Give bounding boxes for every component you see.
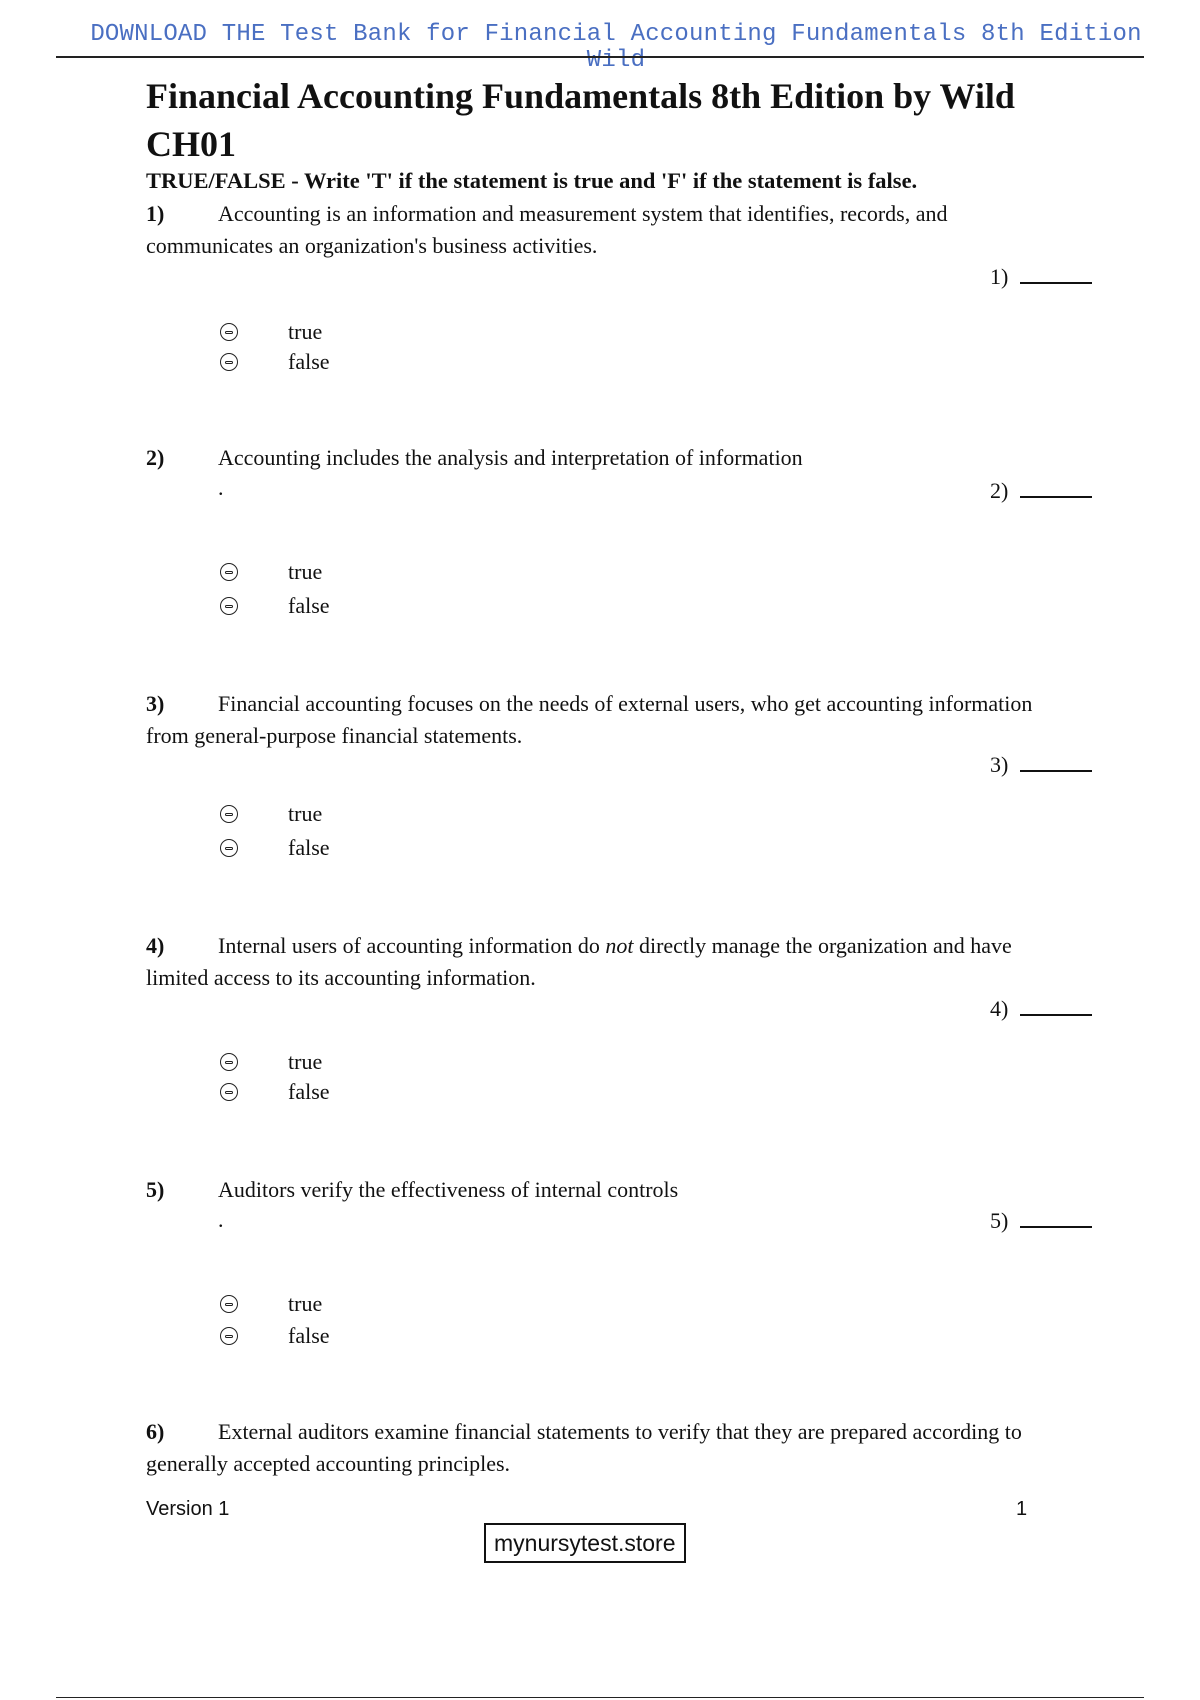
option-label: false: [288, 349, 330, 374]
radio-icon[interactable]: [220, 353, 238, 371]
question-2: [146, 442, 1076, 502]
answer-label: 1): [990, 264, 1009, 289]
option-label: true: [288, 319, 323, 344]
answer-label: 4): [990, 996, 1009, 1021]
answer-blank-5[interactable]: [990, 1208, 1092, 1234]
question-number: 1): [146, 201, 165, 226]
answer-line[interactable]: [1020, 282, 1092, 284]
option-false-5[interactable]: [220, 1322, 330, 1350]
question-text: Accounting includes the analysis and interpretation of information: [218, 445, 803, 470]
option-label: true: [288, 1049, 323, 1074]
question-trailing-dot: .: [218, 475, 224, 500]
option-false-4[interactable]: [220, 1078, 330, 1106]
option-true-5[interactable]: [220, 1290, 322, 1318]
option-false-2[interactable]: [220, 592, 330, 620]
answer-label: 3): [990, 752, 1009, 777]
question-5: [146, 1174, 1076, 1234]
option-false-1[interactable]: [220, 348, 330, 376]
answer-line[interactable]: [1020, 770, 1092, 772]
option-false-3[interactable]: [220, 834, 330, 862]
radio-icon[interactable]: [220, 323, 238, 341]
question-number: 6): [146, 1419, 165, 1444]
option-true-3[interactable]: [220, 800, 322, 828]
radio-icon[interactable]: [220, 1327, 238, 1345]
radio-icon[interactable]: [220, 597, 238, 615]
radio-icon[interactable]: [220, 1083, 238, 1101]
answer-line[interactable]: [1020, 1014, 1092, 1016]
download-banner[interactable]: DOWNLOAD THE Test Bank for Financial Accounting Fundamentals 8th Edition Wild: [90, 21, 1142, 74]
question-text: Internal users of accounting information do: [218, 933, 606, 958]
option-true-4[interactable]: [220, 1048, 322, 1076]
answer-line[interactable]: [1020, 1226, 1092, 1228]
question-number: 4): [146, 933, 165, 958]
question-text: Financial accounting focuses on the needs of external users, who get accounting information from general-purpose financial statements.: [146, 691, 1033, 748]
question-text: Auditors verify the effectiveness of internal controls: [218, 1177, 679, 1202]
question-text-rest: directly manage the organization and have limited access to its accounting information.: [146, 933, 1012, 990]
question-number: 2): [146, 445, 165, 470]
answer-blank-4[interactable]: [990, 996, 1092, 1022]
answer-label: 2): [990, 478, 1009, 503]
answer-blank-1[interactable]: [990, 264, 1092, 290]
page-number: 1: [1016, 1498, 1028, 1520]
question-6: [146, 1416, 1076, 1480]
site-stamp[interactable]: mynursytest.store: [484, 1523, 686, 1563]
question-number: 5): [146, 1177, 165, 1202]
question-3: [146, 688, 1076, 752]
option-label: false: [288, 835, 330, 860]
answer-label: 5): [990, 1208, 1009, 1233]
option-true-2[interactable]: [220, 558, 322, 586]
question-trailing-dot: .: [218, 1207, 224, 1232]
option-label: true: [288, 1291, 323, 1316]
question-1: [146, 198, 1076, 262]
page-title: Financial Accounting Fundamentals 8th Edition by Wild CH01: [146, 76, 1015, 164]
option-true-1[interactable]: [220, 318, 322, 346]
radio-icon[interactable]: [220, 1295, 238, 1313]
header-divider: [56, 56, 1144, 58]
footer-version: Version 1: [146, 1498, 230, 1520]
answer-blank-3[interactable]: [990, 752, 1092, 778]
question-text: External auditors examine financial statements to verify that they are prepared according to generally accepted accounting principles.: [146, 1419, 1022, 1476]
question-number: 3): [146, 691, 165, 716]
radio-icon[interactable]: [220, 1053, 238, 1071]
question-4: [146, 930, 1076, 994]
question-text-emphasis: not: [605, 933, 634, 958]
option-label: true: [288, 801, 323, 826]
footer-divider: [56, 1697, 1144, 1698]
option-label: false: [288, 593, 330, 618]
option-label: false: [288, 1323, 330, 1348]
radio-icon[interactable]: [220, 839, 238, 857]
radio-icon[interactable]: [220, 805, 238, 823]
option-label: true: [288, 559, 323, 584]
instructions: TRUE/FALSE - Write 'T' if the statement is true and 'F' if the statement is false.: [146, 168, 918, 193]
question-text: Accounting is an information and measurement system that identifies, records, and communicates an organization's business activities.: [146, 201, 948, 258]
radio-icon[interactable]: [220, 563, 238, 581]
answer-blank-2[interactable]: [990, 478, 1092, 504]
answer-line[interactable]: [1020, 496, 1092, 498]
option-label: false: [288, 1079, 330, 1104]
